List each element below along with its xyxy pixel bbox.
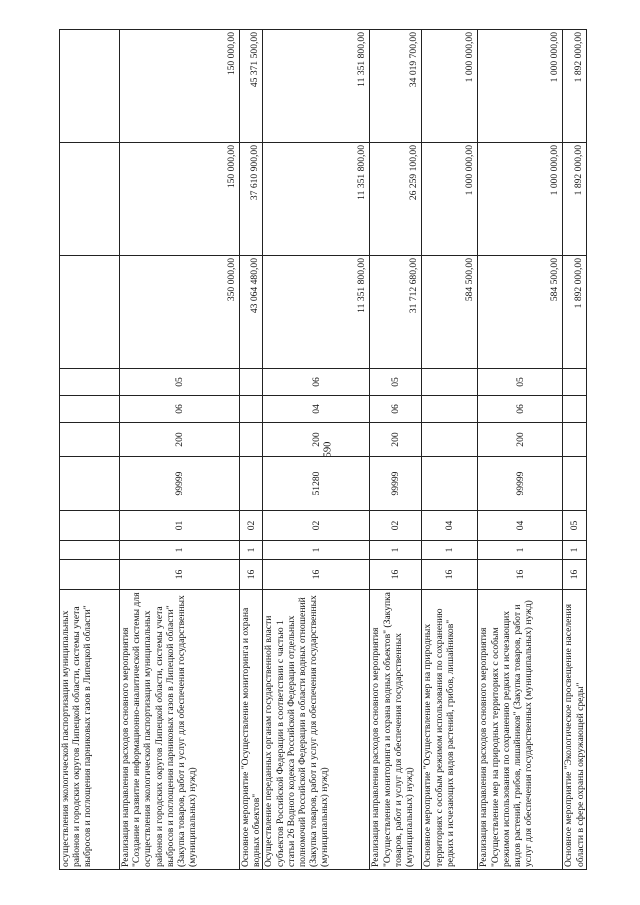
event-code: 02 [263,511,370,541]
page-number: 590 [322,441,334,458]
amount-year-2: 37 610 900,00 [240,143,263,256]
amount-year-3: 1 892 000,00 [563,30,586,143]
subsection-code: 06 [263,369,370,396]
event-code: 04 [422,511,478,541]
amount-year-2: 150 000,00 [120,143,240,256]
table-row [60,30,120,870]
section-code [240,396,263,423]
expense-type-code: 200 [478,423,563,457]
subsection-code: 05 [478,369,563,396]
row-description: Основное мероприятие "Осуществление мер на природных территориях с особым режимом использования по сохранению редких и исчезающих видов растений, грибов, лишайников" [422,590,478,870]
expense-type-code [563,423,586,457]
amount-year-1: 1 892 000,00 [563,256,586,369]
section-code [422,396,478,423]
amount-year-3: 1 000 000,00 [478,30,563,143]
program-code: 1 [263,541,370,560]
amount-year-2: 26 259 100,00 [370,143,422,256]
program-code: 1 [370,541,422,560]
row-description: Основное мероприятие "Экологическое просвещение населения области в сфере охраны окружающей среды" [563,590,586,870]
subsection-code: 05 [370,369,422,396]
table-row [263,30,370,870]
amount-year-1: 350 000,00 [120,256,240,369]
subsection-code: 05 [120,369,240,396]
expense-type-code [60,423,120,457]
expense-type-code: 200 [370,423,422,457]
ministry-code: 16 [563,560,586,590]
section-code: 06 [120,396,240,423]
amount-year-1 [60,256,120,369]
subsection-code [240,369,263,396]
amount-year-1: 43 064 480,00 [240,256,263,369]
table-row [422,30,478,870]
direction-code: 99999 [120,457,240,511]
direction-code: 99999 [478,457,563,511]
table-row [120,30,240,870]
amount-year-2: 11 351 800,00 [263,143,370,256]
direction-code [422,457,478,511]
row-description: Реализация направления расходов основного мероприятия "Осуществление мониторинга и охрана водных объектов" (Закупка товаров, работ и услуг для обеспечения государственных (муниципальных) нужд) [370,590,422,870]
ministry-code: 16 [370,560,422,590]
amount-year-1: 584 500,00 [422,256,478,369]
event-code: 05 [563,511,586,541]
amount-year-2: 1 000 000,00 [422,143,478,256]
section-code [60,396,120,423]
section-code [563,396,586,423]
amount-year-3: 34 019 700,00 [370,30,422,143]
direction-code [240,457,263,511]
section-code: 04 [263,396,370,423]
row-description: осуществления экологической паспортизации муниципальных районов и городских округов Липецкой области, системы учета выбросов и поглощения парниковых газов в Липецкой области" [60,590,120,870]
row-description: Основное мероприятие "Осуществление мониторинга и охрана водных объектов" [240,590,263,870]
amount-year-3: 45 371 500,00 [240,30,263,143]
table-row [240,30,263,870]
section-code: 06 [478,396,563,423]
direction-code [60,457,120,511]
amount-year-2 [60,143,120,256]
ministry-code: 16 [263,560,370,590]
amount-year-2: 1 892 000,00 [563,143,586,256]
expense-type-code [422,423,478,457]
subsection-code [60,369,120,396]
event-code: 02 [240,511,263,541]
direction-code: 51280 [263,457,370,511]
subsection-code [422,369,478,396]
program-code: 1 [240,541,263,560]
table-row [370,30,422,870]
amount-year-3: 150 000,00 [120,30,240,143]
amount-year-3: 1 000 000,00 [422,30,478,143]
event-code: 01 [120,511,240,541]
subsection-code [563,369,586,396]
row-description: Реализация направления расходов основного мероприятия "Создание и развитие информационно-аналитической системы для осуществления экологической паспортизации муниципальных районов и городских округов Липецкой области, системы учета выбросов и поглощения парниковых газов в Липецкой области" (Закупка товаров, работ и услуг для обеспечения государственных (муниципальных) нужд) [120,590,240,870]
program-code: 1 [563,541,586,560]
budget-table-rotated [59,30,586,870]
program-code: 1 [478,541,563,560]
row-description: Реализация направления расходов основного мероприятия "Осуществление мер на природных территориях с особым режимом использования по сохранению редких и исчезающих видов растений, грибов, лишайников" (Закупка товаров, работ и услуг для обеспечения государственных (муниципальных) нужд) [478,590,563,870]
section-code: 06 [370,396,422,423]
direction-code [563,457,586,511]
event-code [60,511,120,541]
ministry-code: 16 [478,560,563,590]
amount-year-3 [60,30,120,143]
amount-year-2: 1 000 000,00 [478,143,563,256]
amount-year-1: 31 712 680,00 [370,256,422,369]
expense-type-code: 200 [120,423,240,457]
event-code: 02 [370,511,422,541]
amount-year-1: 11 351 800,00 [263,256,370,369]
ministry-code: 16 [240,560,263,590]
event-code: 04 [478,511,563,541]
budget-table [59,29,587,870]
direction-code: 99999 [370,457,422,511]
expense-type-code [240,423,263,457]
amount-year-3: 11 351 800,00 [263,30,370,143]
program-code: 1 [120,541,240,560]
program-code: 1 [422,541,478,560]
program-code [60,541,120,560]
expense-type-code: 200 [263,423,370,457]
table-body [60,30,587,870]
amount-year-1: 584 500,00 [478,256,563,369]
ministry-code: 16 [422,560,478,590]
table-row [478,30,563,870]
ministry-code [60,560,120,590]
ministry-code: 16 [120,560,240,590]
row-description: Осуществление переданных органам государственной власти субъектов Российской Федерации в соответствии с частью 1 статьи 26 Водного кодекса Российской Федерации отдельных полномочий Российской Федерации в области водных отношений (Закупка товаров, работ и услуг для обеспечения государственных (муниципальных) нужд) [263,590,370,870]
table-row [563,30,586,870]
